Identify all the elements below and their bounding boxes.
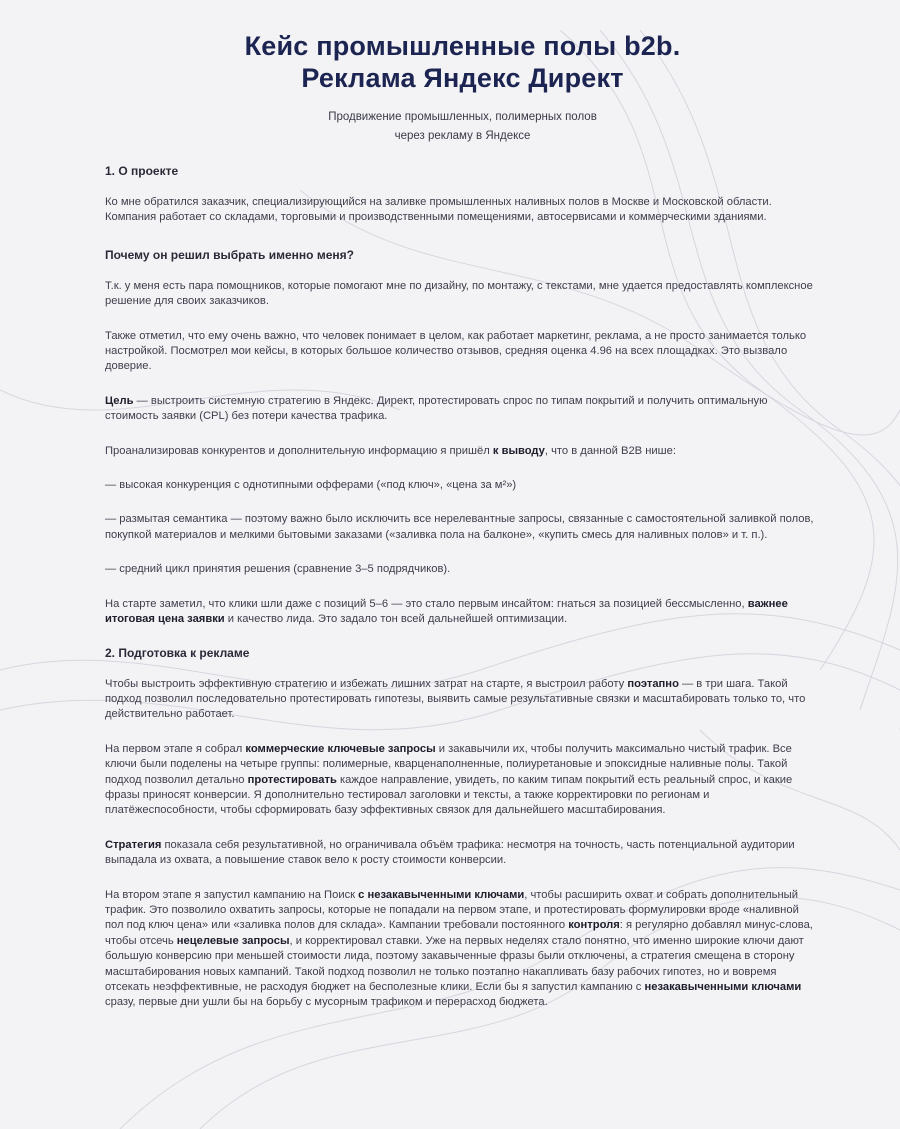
stage-two-text-2: , чтобы расширить охват и собрать дополнительный трафик. Это позволило охватить запросы, которые не попадали на первом этапе, и протестировать формулировки вроде «наливной пол под ключ цена» или «заливка полов для склада». Кампании требовали постоянного [105,888,799,932]
stage-one-bold-1: коммерческие ключевые запросы [245,742,436,755]
stages-text-2: — в три шага. Такой подход позволил последовательно протестировать гипотезы, выявить самые результативные связки и масштабировать только то, что действительно работает. [105,677,806,721]
stage-one-text-3: каждое направление, увидеть, по каким типам покрытий есть реальный спрос, и какие фразы приносят конверсии. Я дополнительно тестировал заголовки и тексты, а также корректировки по регионам и платёжеспособности, чтобы сформировать базу эффективных связок для дальнейшего масштабирования. [105,773,793,817]
stage-two-text-3: : я регулярно добавлял минус-слова, чтобы отсечь [105,919,813,947]
subtitle-line-2: через рекламу в Яндексе [394,130,531,142]
stage-two-bold-3: нецелевые запросы [176,934,290,947]
stage-two-text-1: На втором этапе я запустил кампанию на Поиск [105,888,359,901]
point-competition: — высокая конкуренция с однотипными офферами («под ключ», «цена за м²») [105,479,517,492]
title-line-1: Кейс промышленные полы b2b. [244,31,681,61]
stage-two-bold-1: с незакавыченными ключами [358,888,525,901]
stage-one-text-2: и закавычили их, чтобы получить максимально чистый трафик. Все ключи были поделены на четыре группы: полимерные, кварценаполненные, полиуретановые и эпоксидные наливные полы. Такой подход позволил детально [105,742,792,786]
point-decision-cycle: — средний цикл принятия решения (сравнение 3–5 подрядчиков). [105,563,451,576]
point-semantics: — размытая семантика — поэтому важно было исключить все нерелевантные запросы, связанные с самостоятельной заливкой полов, покупкой материалов и мелкими бытовыми заказами («заливка пола на балконе», «купить смесь для наливных полов» и т. п.). [105,513,814,541]
paragraph-why-1: Т.к. у меня есть пара помощников, которые помогают мне по дизайну, по монтажу, с текстами, мне удается предоставлять комплексное решение для своих заказчиков. [105,279,813,308]
paragraph-goal [105,394,820,425]
stage-two-bold-2: контроля [568,919,620,932]
stage-two-text-5: сразу, первые дни ушли бы на борьбу с мусорным трафиком и перерасход бюджета. [105,996,548,1009]
analysis-bold: к выводу [492,444,545,457]
paragraph-stage-two [105,888,820,1011]
strategy-text: показала себя результативной, но ограничивала объём трафика: несмотря на точность, часть потенциальной аудитории выпадала из охвата, а повышение ставок вело к росту стоимости конверсии. [105,838,795,867]
stage-one-text-1: На первом этапе я собрал [105,742,246,755]
insight-text-1: На старте заметил, что клики шли даже с позиций 5–6 — это стало первым инсайтом: гнаться за позицией бессмысленно, [105,597,748,610]
stages-text-1: Чтобы выстроить эффективную стратегию и избежать лишних затрат на старте, я выстроил работу [105,677,628,690]
strategy-bold: Стратегия [105,838,162,851]
page-title [105,30,820,94]
paragraph-stages [105,677,820,723]
paragraph-stage-one [105,742,820,819]
paragraph-strategy [105,838,820,869]
stage-two-text-4: , и корректировал ставки. Уже на первых неделях стало понятно, что именно широкие ключи дают большую конверсию при меньшей стоимости лида, поэтому закавыченные фразы были отключены, а стратегия смещена в сторону масштабирования новых кампаний. Такой подход позволил не только поэтапно накапливать базу рабочих гипотез, но и вовремя отсекать неэффективные, не расходуя бюджет на бесполезные клики. Если бы я запустил кампанию с [105,934,804,993]
section-heading-about: 1. О проекте [105,164,179,178]
subheading-why-me: Почему он решил выбрать именно меня? [105,247,354,262]
paragraph-intro: Ко мне обратился заказчик, специализирующийся на заливке промышленных наливных полов в Москве и Московской области. Компания работает со складами, торговыми и производственными помещениями, автосервисами и коммерческими зданиями. [105,196,772,224]
insight-bold: важнее итоговая цена заявки [105,597,788,626]
stages-bold: поэтапно [627,677,679,690]
insight-text-2: и качество лида. Это задало тон всей дальнейшей оптимизации. [224,613,568,626]
stage-one-bold-2: протестировать [247,773,337,786]
paragraph-insight [105,597,820,628]
analysis-text-1: Проанализировав конкурентов и дополнительную информацию я пришёл [105,444,493,457]
stage-two-bold-4: незакавыченными ключами [644,981,802,993]
goal-bold: Цель [105,394,134,407]
page-subtitle [105,108,820,146]
goal-text: — выстроить системную стратегию в Яндекс. Директ, протестировать спрос по типам покрытий и получить оптимальную стоимость заявки (CPL) без потери качества трафика. [105,394,768,423]
paragraph-analysis [105,444,820,459]
paragraph-why-2: Также отметил, что ему очень важно, что человек понимает в целом, как работает маркетинг, реклама, а не просто занимается только настройкой. Посмотрел мои кейсы, в которых большое количество отзывов, средняя оценка 4.96 на всех площадках. Это вызвало доверие. [105,329,807,373]
analysis-text-2: , что в данной B2B нише: [544,444,676,457]
document-page [0,30,900,1011]
section-heading-preparation: 2. Подготовка к рекламе [105,645,250,660]
title-line-2: Реклама Яндекс Директ [301,63,624,93]
subtitle-line-1: Продвижение промышленных, полимерных полов [328,111,597,123]
